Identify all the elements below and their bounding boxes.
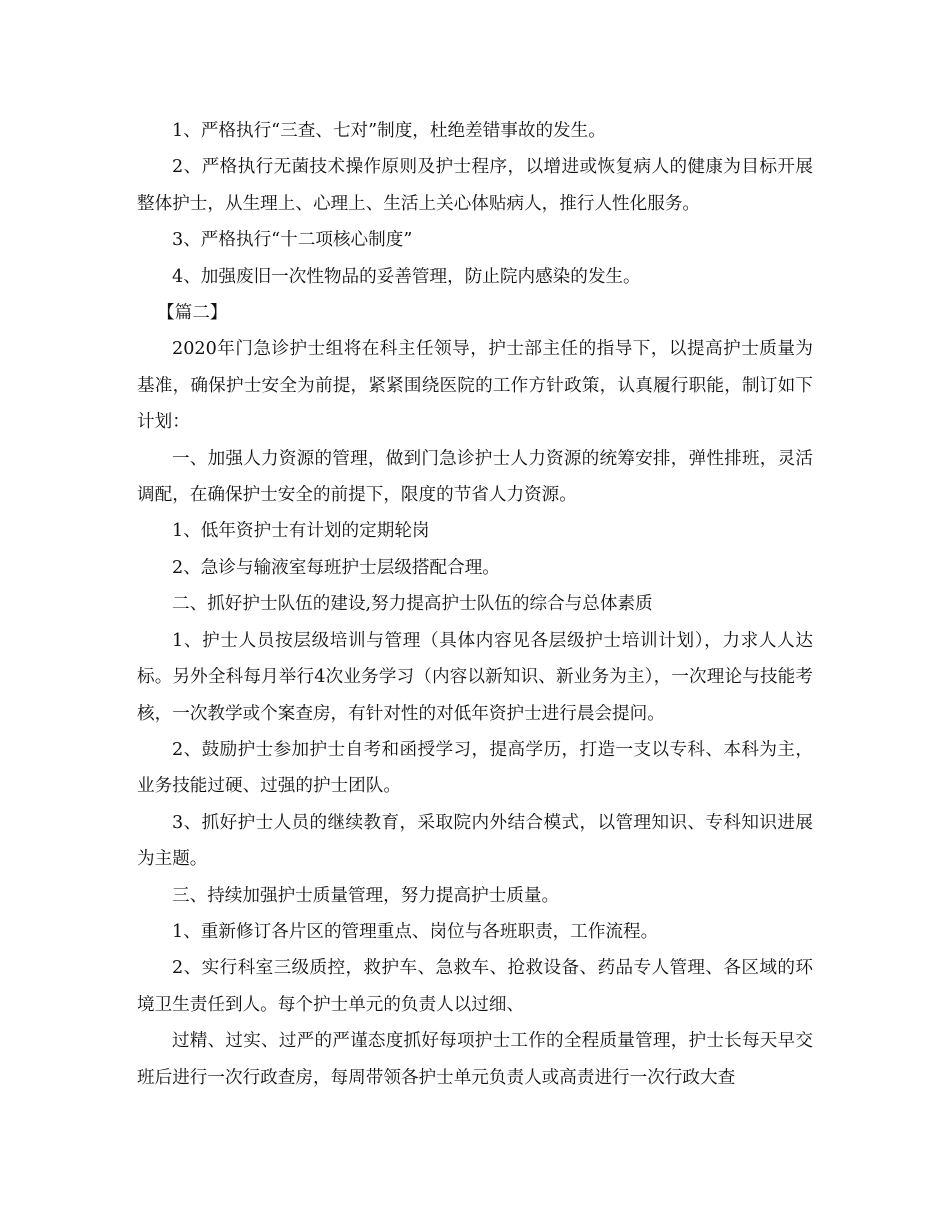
paragraph-7: 1、低年资护士有计划的定期轮岗 [172,521,430,542]
paragraph-6: 一、加强人力资源的管理，做到门急诊护士人力资源的统筹安排，弹性排班，灵活调配，在确保护士安全的前提下，限度的节省人力资源。 [137,448,813,506]
paragraph-15: 2、实行科室三级质控，救护车、急救车、抢救设备、药品专人管理、各区域的环境卫生责任到人。每个护士单元的负责人以过细、 [137,958,813,1015]
document-body [137,113,813,1096]
paragraph-3: 3、严格执行“十二项核心制度” [172,230,413,251]
section-heading: 【篇二】 [157,303,228,324]
paragraph-14: 1、重新修订各片区的管理重点、岗位与各班职责，工作流程。 [172,921,659,942]
paragraph-9: 二、抓好护士队伍的建设,努力提高护士队伍的综合与总体素质 [172,594,653,615]
paragraph-8: 2、急诊与输液室每班护士层级搭配合理。 [172,557,500,578]
paragraph-5: 2020年门急诊护士组将在科主任领导，护士部主任的指导下，以提高护士质量为基准，确保护士安全为前提，紧紧围绕医院的工作方针政策，认真履行职能，制订如下计划： [137,339,813,433]
paragraph-1: 1、严格执行“三查、七对”制度，杜绝差错事故的发生。 [172,121,606,141]
paragraph-10: 1、护士人员按层级培训与管理（具体内容见各层级护士培训计划），力求人人达标。另外全科每月举行4次业务学习（内容以新知识、新业务为主），一次理论与技能考核，一次教学或个案查房，有针对性的对低年资护士进行晨会提问。 [137,630,813,724]
paragraph-13: 三、持续加强护士质量管理，努力提高护士质量。 [172,885,560,906]
paragraph-12: 3、抓好护士人员的继续教育，采取院内外结合模式，以管理知识、专科知识进展为主题。 [137,812,813,870]
paragraph-16: 过精、过实、过严的严谨态度抓好每项护士工作的全程质量管理，护士长每天早交班后进行一次行政查房，每周带领各护士单元负责人或高责进行一次行政大查 [137,1031,813,1088]
paragraph-4: 4、加强废旧一次性物品的妥善管理，防止院内感染的发生。 [172,266,641,287]
paragraph-2: 2、严格执行无菌技术操作原则及护士程序，以增进或恢复病人的健康为目标开展整体护士，从生理上、心理上、生活上关心体贴病人，推行人性化服务。 [137,157,813,214]
paragraph-11: 2、鼓励护士参加护士自考和函授学习，提高学历，打造一支以专科、本科为主，业务技能过硬、过强的护士团队。 [137,739,813,797]
